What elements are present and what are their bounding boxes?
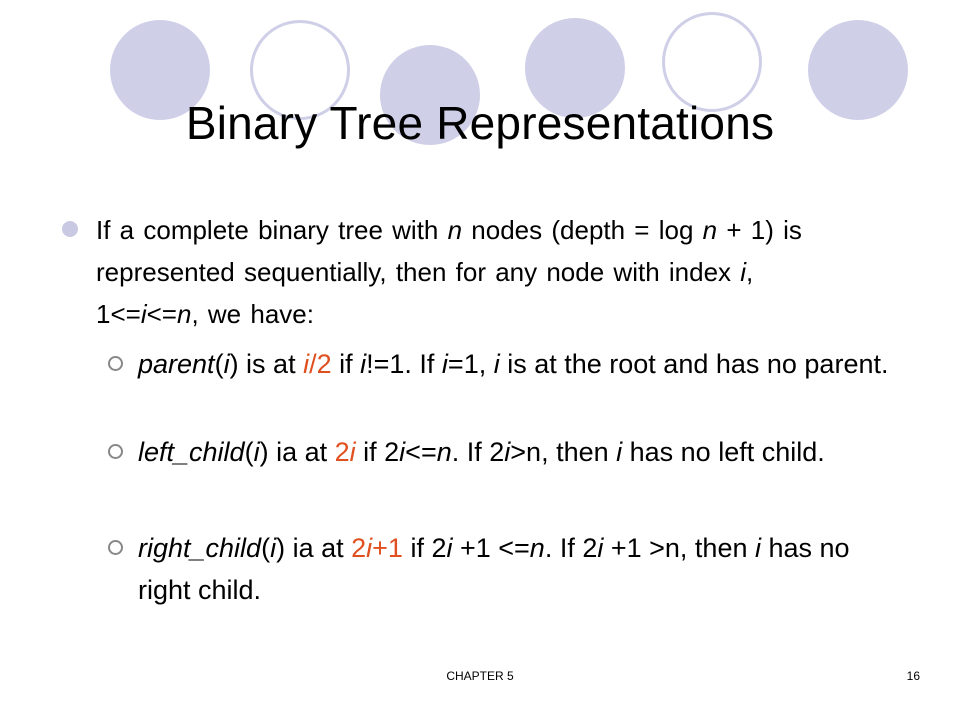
sub-bullet-ring-icon — [108, 356, 123, 371]
sub-bullet-parent: parent(i) is at i/2 if i!=1. If i=1, i is at the root and has no parent. — [108, 343, 898, 385]
bullet-dot — [62, 221, 78, 237]
main-bullet-text: If a complete binary tree with n nodes (depth = log n + 1) is represented sequentially, then for any node with index i, 1<=i<=n, we have: — [96, 215, 802, 329]
footer-chapter: CHAPTER 5 — [446, 669, 514, 683]
slide-title: Binary Tree Representations — [185, 97, 775, 149]
sub-bullet-ring-icon — [108, 540, 123, 555]
sub-bullet-ring-icon — [108, 444, 123, 459]
sub-bullet-left-child: left_child(i) ia at 2i if 2i<=n. If 2i>n, then i has no left child. — [108, 431, 898, 473]
footer-page-number: 16 — [906, 669, 920, 683]
sub-bullet-right-child: right_child(i) ia at 2i+1 if 2i +1 <=n. If 2i +1 >n, then i has no right child. — [108, 527, 898, 611]
